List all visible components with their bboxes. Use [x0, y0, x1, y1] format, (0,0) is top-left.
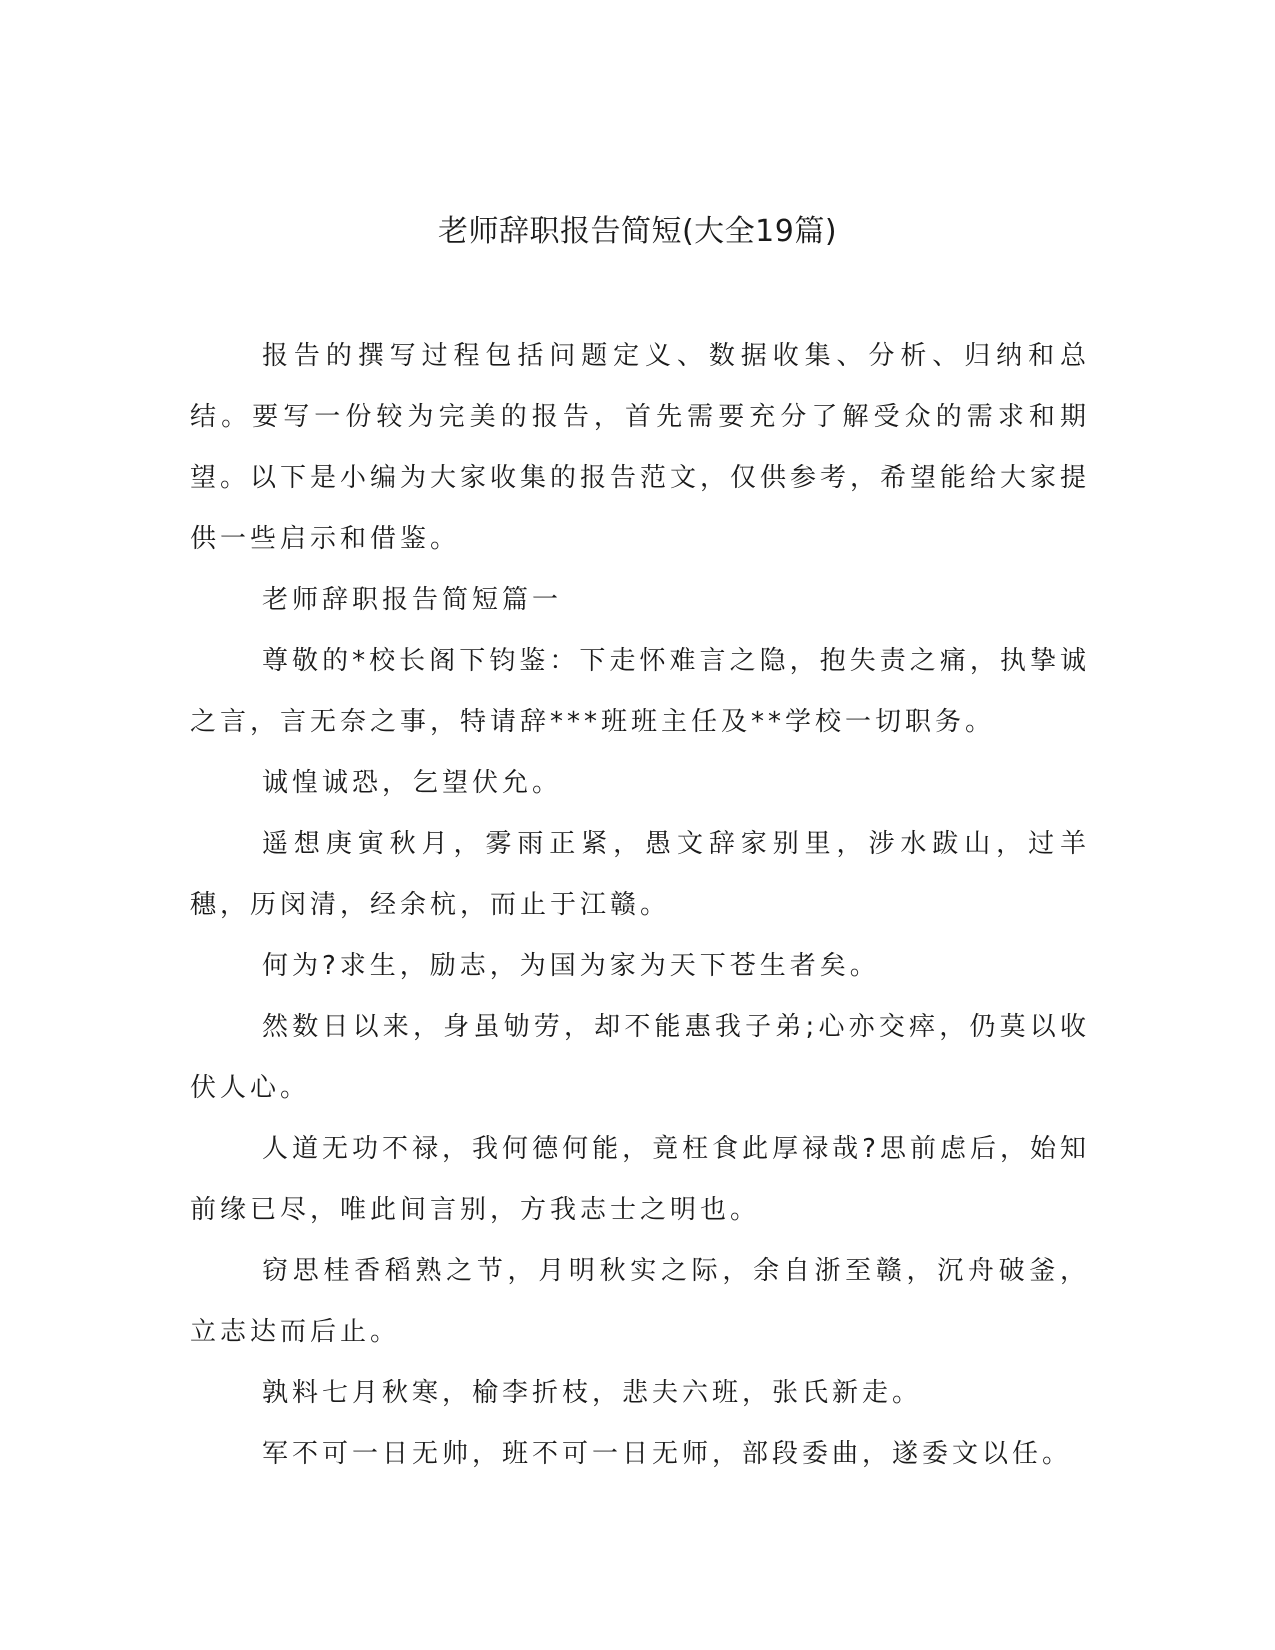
body-paragraph: 窃思桂香稻熟之节，月明秋实之际，余自浙至赣，沉舟破釜，立志达而后止。 — [190, 1256, 1090, 1347]
body-paragraph: 诚惶诚恐，乞望伏允。 — [262, 768, 563, 798]
intro-paragraph: 报告的撰写过程包括问题定义、数据收集、分析、归纳和总结。要写一份较为完美的报告，首先需要充分了解受众的需求和期望。以下是小编为大家收集的报告范文，仅供参考，希望能给大家提供一些启示和借鉴。 — [190, 341, 1091, 554]
page-title: 老师辞职报告简短(大全19篇) — [437, 214, 838, 249]
body-paragraph: 军不可一日无帅，班不可一日无师，部段委曲，遂委文以任。 — [262, 1439, 1073, 1469]
body-paragraph: 何为?求生，励志，为国为家为天下苍生者矣。 — [262, 951, 880, 981]
document-body — [190, 326, 1090, 1485]
section-heading: 老师辞职报告简短篇一 — [262, 585, 563, 615]
body-paragraph: 遥想庚寅秋月，雾雨正紧，愚文辞家别里，涉水跋山，过羊穗，历闵清，经余杭，而止于江赣。 — [190, 829, 1090, 920]
body-paragraph: 尊敬的*校长阁下钧鉴：下走怀难言之隐，抱失责之痛，执挚诚之言，言无奈之事，特请辞***班班主任及**学校一切职务。 — [190, 646, 1090, 737]
body-paragraph: 人道无功不禄，我何德何能，竟枉食此厚禄哉?思前虑后，始知前缘已尽，唯此间言别，方我志士之明也。 — [190, 1134, 1090, 1225]
body-paragraph: 孰料七月秋寒，榆李折枝，悲夫六班，张氏新走。 — [262, 1378, 923, 1408]
body-paragraph: 然数日以来，身虽劬劳，却不能惠我子弟;心亦交瘁，仍莫以收伏人心。 — [190, 1012, 1090, 1103]
